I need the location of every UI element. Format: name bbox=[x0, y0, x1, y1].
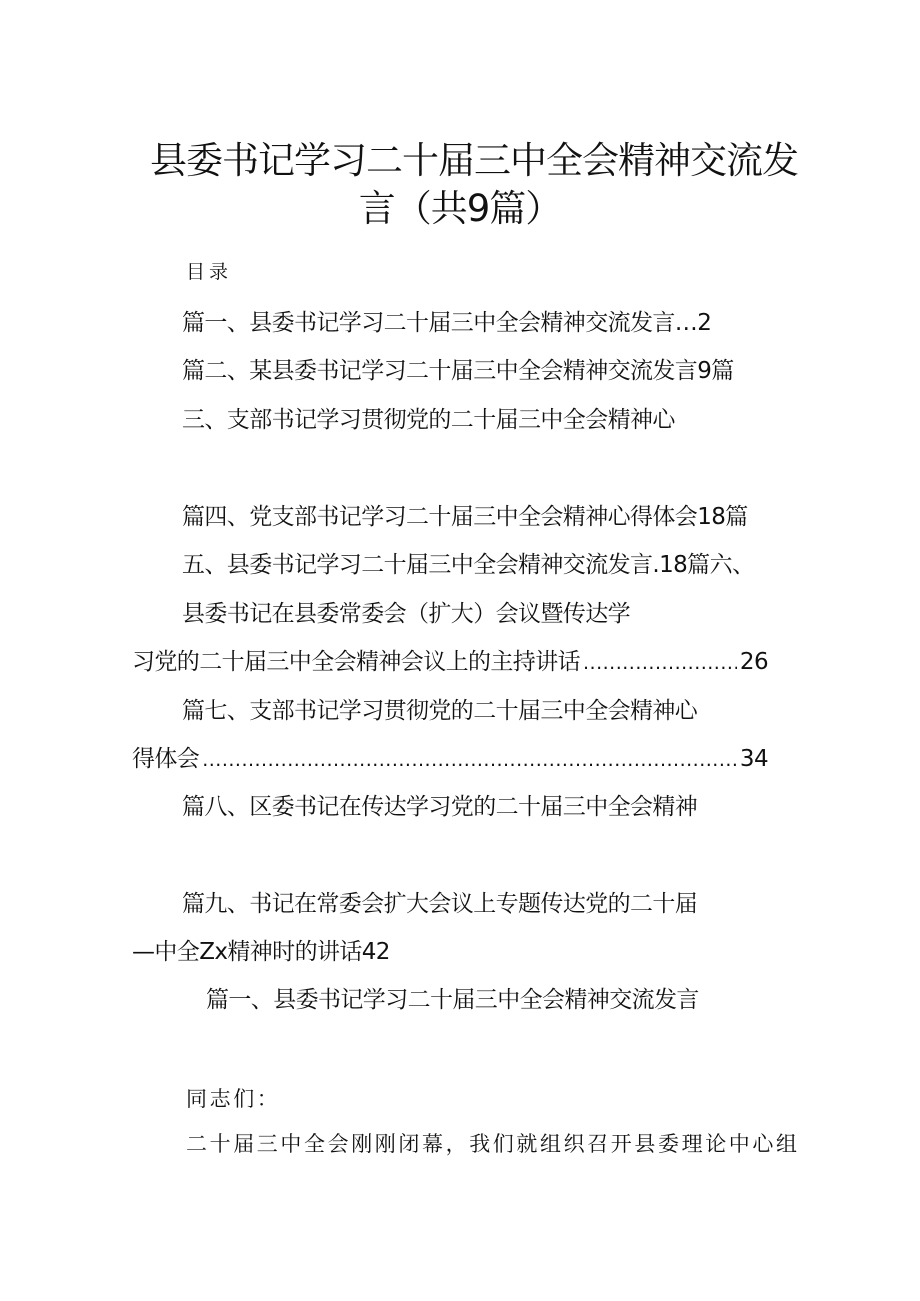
toc-item-1: 篇一、县委书记学习二十届三中全会精神交流发言…2 bbox=[182, 310, 712, 336]
document-title-line-1: 县委书记学习二十届三中全会精神交流发 bbox=[150, 139, 798, 182]
document-title-line-2: 言（共9篇） bbox=[358, 187, 562, 230]
toc-entry-with-page-34 bbox=[132, 742, 768, 777]
dot-leader bbox=[202, 743, 737, 777]
toc-item-5: 五、县委书记学习二十届三中全会精神交流发言.18篇六、 bbox=[182, 552, 755, 578]
toc-item-8: 篇七、支部书记学习贯彻党的二十届三中全会精神心 bbox=[182, 698, 698, 724]
toc-page-number: 26 bbox=[739, 649, 768, 675]
toc-item-12: —中全Zx精神时的讲话42 bbox=[132, 939, 390, 965]
toc-item-10: 篇八、区委书记在传达学习党的二十届三中全会精神 bbox=[182, 794, 698, 820]
toc-item-4: 篇四、党支部书记学习二十届三中全会精神心得体会18篇 bbox=[182, 504, 748, 530]
toc-entry-text: 得体会 bbox=[132, 746, 200, 772]
toc-heading: 目录 bbox=[186, 261, 233, 283]
toc-entry-with-page-26 bbox=[132, 645, 768, 680]
toc-item-6: 县委书记在县委常委会（扩大）会议暨传达学 bbox=[182, 601, 631, 627]
dot-leader bbox=[583, 646, 737, 680]
body-paragraph: 二十届三中全会刚刚闭幕，我们就组织召开县委理论中心组 bbox=[186, 1132, 800, 1156]
toc-entry-text: 习党的二十届三中全会精神会议上的主持讲话 bbox=[132, 649, 581, 675]
toc-item-2: 篇二、某县委书记学习二十届三中全会精神交流发言9篇 bbox=[182, 358, 734, 384]
salutation: 同志们： bbox=[186, 1087, 281, 1111]
toc-item-3: 三、支部书记学习贯彻党的二十届三中全会精神心 bbox=[182, 407, 675, 433]
toc-item-11: 篇九、书记在常委会扩大会议上专题传达党的二十届 bbox=[182, 891, 698, 917]
section-heading: 篇一、县委书记学习二十届三中全会精神交流发言 bbox=[206, 987, 699, 1013]
toc-page-number: 34 bbox=[739, 746, 768, 772]
